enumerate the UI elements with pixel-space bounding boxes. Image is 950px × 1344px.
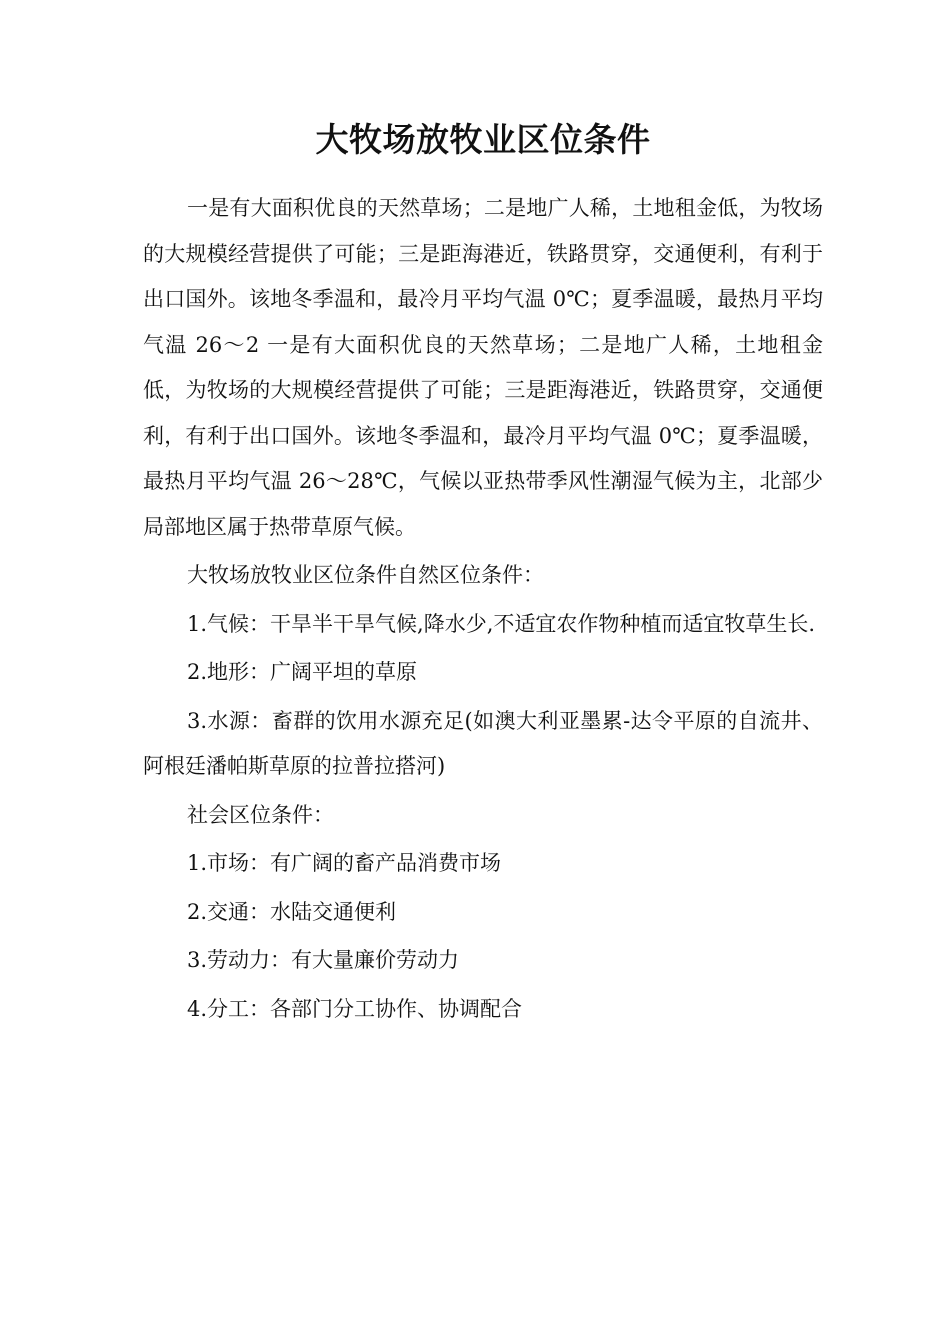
paragraph-natural-heading: 大牧场放牧业区位条件自然区位条件： [187, 563, 544, 587]
paragraph-intro: 一是有大面积优良的天然草场；二是地广人稀，土地租金低，为牧场的大规模经营提供了可能；三是距海港近，铁路贯穿，交通便利，有利于出口国外。该地冬季温和，最冷月平均气温 0℃；夏季温暖，最热月平均气温 26～2 一是有大面积优良的天然草场；二是地广人稀，土地租金低，为牧场的大规模经营提供了可能；三是距海港近，铁路贯穿，交通便利，有利于出口国外。该地冬季温和，最冷月平均气温 0℃；夏季温暖，最热月平均气温 26～28℃，气候以亚热带季风性潮湿气候为主，北部少局部地区属于热带草原气候。 [143, 196, 823, 539]
document-title: 大牧场放牧业区位条件 [315, 120, 651, 159]
paragraph-terrain: 2.地形：广阔平坦的草原 [187, 660, 418, 684]
paragraph-social-heading: 社会区位条件： [187, 802, 334, 827]
paragraph-market: 1.市场：有广阔的畜产品消费市场 [187, 851, 502, 875]
paragraph-labor: 3.劳动力：有大量廉价劳动力 [187, 948, 460, 972]
document-body [143, 112, 823, 1035]
paragraph-water: 3.水源：畜群的饮用水源充足(如澳大利亚墨累-达令平原的自流井、阿根廷潘帕斯草原的拉普拉搭河) [143, 708, 823, 778]
paragraph-division: 4.分工：各部门分工协作、协调配合 [187, 996, 523, 1021]
paragraph-transport: 2.交通：水陆交通便利 [187, 899, 397, 924]
paragraph-climate: 1.气候：干旱半干旱气候,降水少,不适宜农作物种植而适宜牧草生长. [187, 611, 816, 636]
